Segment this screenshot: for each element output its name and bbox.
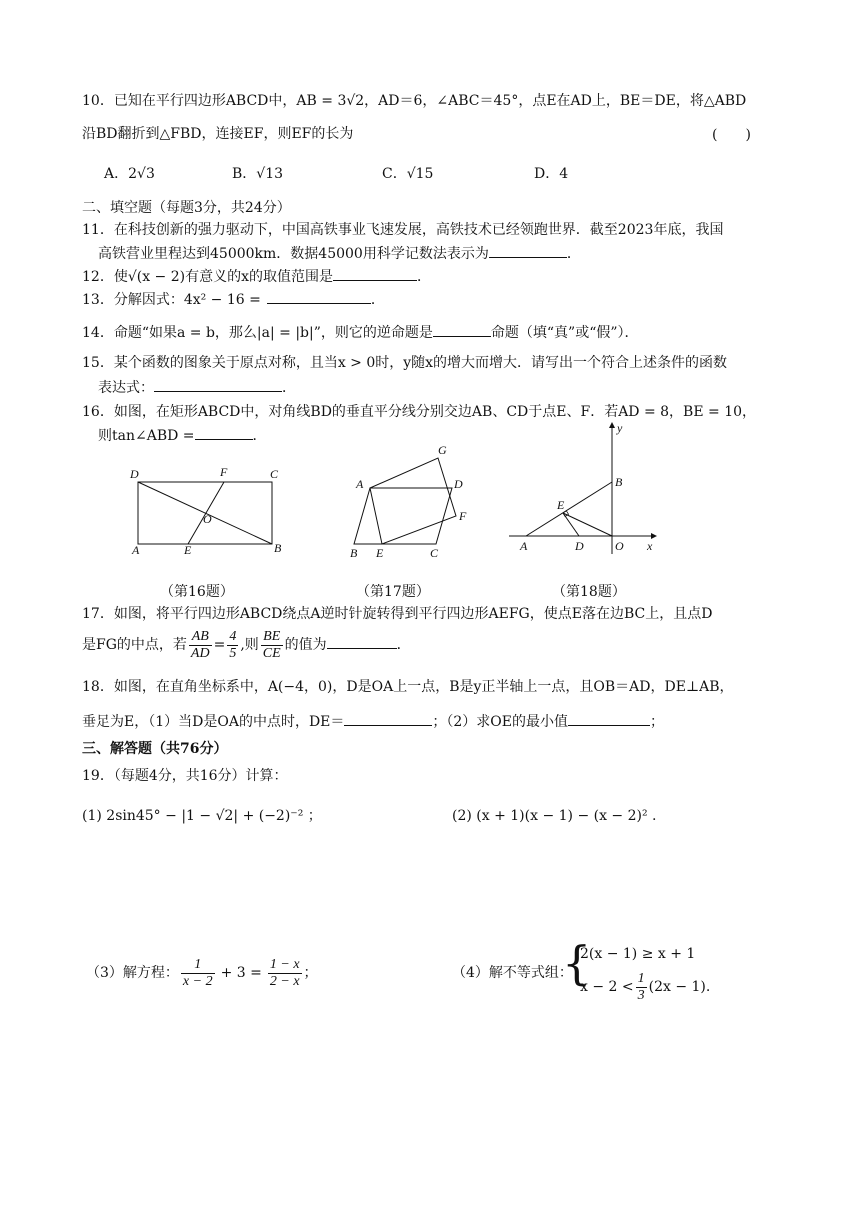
q19-part4-ineq2 (580, 970, 710, 1004)
q18-answer-blank-2 (568, 711, 650, 726)
q12-line: 12．使√(x − 2)有意义的x的取值范围是 ． (82, 266, 431, 287)
q10-answer-paren: ( ) (712, 127, 751, 143)
q18-answer-blank-1 (344, 711, 432, 726)
q13-answer-blank (267, 289, 371, 304)
figure-18 (505, 420, 665, 560)
q19-part3-end: ； (303, 965, 318, 981)
q15-line2: 表达式： ． (98, 377, 296, 398)
q17-answer-blank (327, 634, 397, 649)
q10-line1: 10．已知在平行四边形ABCD中，AB = 3√2，AD＝6，∠ABC＝45°，点E在AD上，BE＝DE，将△ABD (82, 93, 747, 109)
fig16-label-c: C (270, 467, 279, 481)
fig17-label-a: A (356, 477, 364, 491)
q19-part4-ineq2-a: x − 2 < (580, 979, 634, 995)
q19-part3 (86, 956, 318, 990)
q18-text-b: ；（2）求OE的最小值 (432, 714, 568, 730)
q17-frac-4-5: $\frac{4}{5}$ (229, 628, 237, 661)
q19-part3-mid: + 3 = (220, 965, 262, 981)
q14-text-a: 14．命题“如果a = b，那么|a| = |b|”，则它的逆命题是 (82, 325, 433, 341)
q13-text: 13．分解因式：4x² − 16 = (82, 292, 261, 308)
q19-part4-ineq1: 2(x − 1) ≥ x + 1 (580, 946, 696, 962)
q19-part4-brace: { (562, 936, 592, 990)
fig17-label-d: D (454, 477, 463, 491)
q14-line (82, 322, 639, 343)
q10-option-b: B．√13 (232, 166, 284, 182)
fig18-label-e: E (557, 498, 565, 512)
q17-line1: 17．如图，将平行四边形ABCD绕点A逆时针旋转得到平行四边形AEFG，使点E落在边BC上，且点D (82, 606, 713, 622)
figure-16 (126, 462, 292, 558)
q10-option-d: D．4 (534, 166, 569, 182)
q14-answer-blank (433, 322, 491, 337)
q17-mid: ,则 (240, 637, 259, 653)
fig16-label-b: B (274, 541, 282, 555)
q18-line2: 垂足为E，（1）当D是OA的中点时，DE＝ ；（2）求OE的最小值 ； (82, 711, 664, 732)
q16-line2: 则tan∠ABD = ． (98, 425, 267, 446)
q19-part3-frac1: $\frac{1}{x - 2}$ (182, 956, 213, 989)
caption-fig18: （第18题） (552, 584, 626, 600)
fig17-label-c: C (430, 546, 439, 560)
q15-line1: 15．某个函数的图象关于原点对称，且当x > 0时，y随x的增大而增大．请写出一个符合上述条件的函数 (82, 355, 728, 371)
q19-part4-ineq2-b: (2x − 1). (648, 979, 711, 995)
fig16-label-o: O (203, 512, 212, 526)
q17-text-b: 的值为 (284, 637, 327, 653)
q17-eq: = (213, 637, 226, 653)
q16-text: 则tan∠ABD = (98, 428, 195, 444)
fig17-label-g: G (438, 443, 447, 457)
q19-part1: (1) 2sin45° − |1 − √2| + (−2)⁻² ； (82, 808, 322, 824)
figure-17 (342, 440, 478, 566)
fig16-label-f: F (220, 465, 228, 479)
caption-fig17: （第17题） (356, 584, 430, 600)
q16-answer-blank (195, 425, 253, 440)
fig17-label-b: B (350, 546, 358, 560)
fig16-label-e: E (184, 543, 192, 557)
q12-answer-blank (333, 266, 417, 281)
fig17-label-f: F (459, 509, 467, 523)
section3-heading: 三、解答题（共76分） (82, 741, 228, 757)
q15-answer-blank (154, 377, 282, 392)
q12-text: 12．使√(x − 2)有意义的x的取值范围是 (82, 269, 333, 285)
q17-frac-be-ce: $\frac{BE}{CE}$ (262, 628, 281, 661)
q11-line2: 高铁营业里程达到45000km．数据45000用科学记数法表示为 ． (98, 243, 581, 264)
q19-part3-label: （3）解方程： (86, 965, 179, 981)
fig16-label-a: A (132, 543, 140, 557)
q17-text-a: 是FG的中点，若 (82, 637, 187, 653)
q18-line1: 18．如图，在直角坐标系中，A(−4，0)，D是OA上一点，B是y正半轴上一点，且OB＝AD，DE⊥AB， (82, 679, 734, 695)
caption-fig16: （第16题） (160, 584, 234, 600)
q19-part2: (2) (x + 1)(x − 1) − (x − 2)² . (452, 808, 657, 824)
fig18-label-x: x (647, 539, 653, 553)
q11-answer-blank (489, 243, 567, 258)
q19-part3-frac2: $\frac{1 - x}{2 - x}$ (269, 956, 300, 989)
fig16-label-d: D (130, 467, 139, 481)
q18-text-a: 垂足为E，（1）当D是OA的中点时，DE＝ (82, 714, 345, 730)
q17-frac-ab-ad: $\frac{AB}{AD}$ (190, 628, 210, 661)
fig18-label-a: A (520, 539, 528, 553)
fig18-label-b: B (615, 475, 623, 489)
q15-text: 表达式： (98, 380, 154, 396)
section2-heading: 二、填空题（每题3分，共24分） (82, 200, 291, 216)
fig18-label-o: O (615, 539, 624, 553)
q19-intro: 19．（每题4分，共16分）计算： (82, 768, 288, 784)
q19-part4-label: （4）解不等式组： (452, 965, 573, 981)
fig18-label-y: y (617, 421, 623, 435)
fig18-label-d: D (575, 539, 584, 553)
q13-line: 13．分解因式：4x² − 16 = ． (82, 289, 385, 310)
q14-text-b: 命题（填“真”或“假”）． (490, 325, 639, 341)
q11-text: 高铁营业里程达到45000km．数据45000用科学记数法表示为 (98, 246, 489, 262)
q10-option-c: C．√15 (382, 166, 434, 182)
q19-part4-frac: $\frac{1}{3}$ (637, 970, 645, 1003)
fig17-label-e: E (376, 546, 384, 560)
q10-option-a: A．2√3 (104, 166, 155, 182)
q17-line2: 是FG的中点，若 $\frac{AB}{AD}$ = $\frac{4}{5}$ ,则 $\frac{BE}{CE}$ 的值为 ． (82, 628, 411, 661)
q16-line1: 16．如图，在矩形ABCD中，对角线BD的垂直平分线分别交边AB、CD于点E、F．若AD = 8，BE = 10， (82, 404, 757, 420)
q10-line2: 沿BD翻折到△FBD，连接EF，则EF的长为 (82, 126, 354, 142)
q11-line1: 11．在科技创新的强力驱动下，中国高铁事业飞速发展，高铁技术已经领跑世界．截至2023年底，我国 (82, 222, 724, 238)
